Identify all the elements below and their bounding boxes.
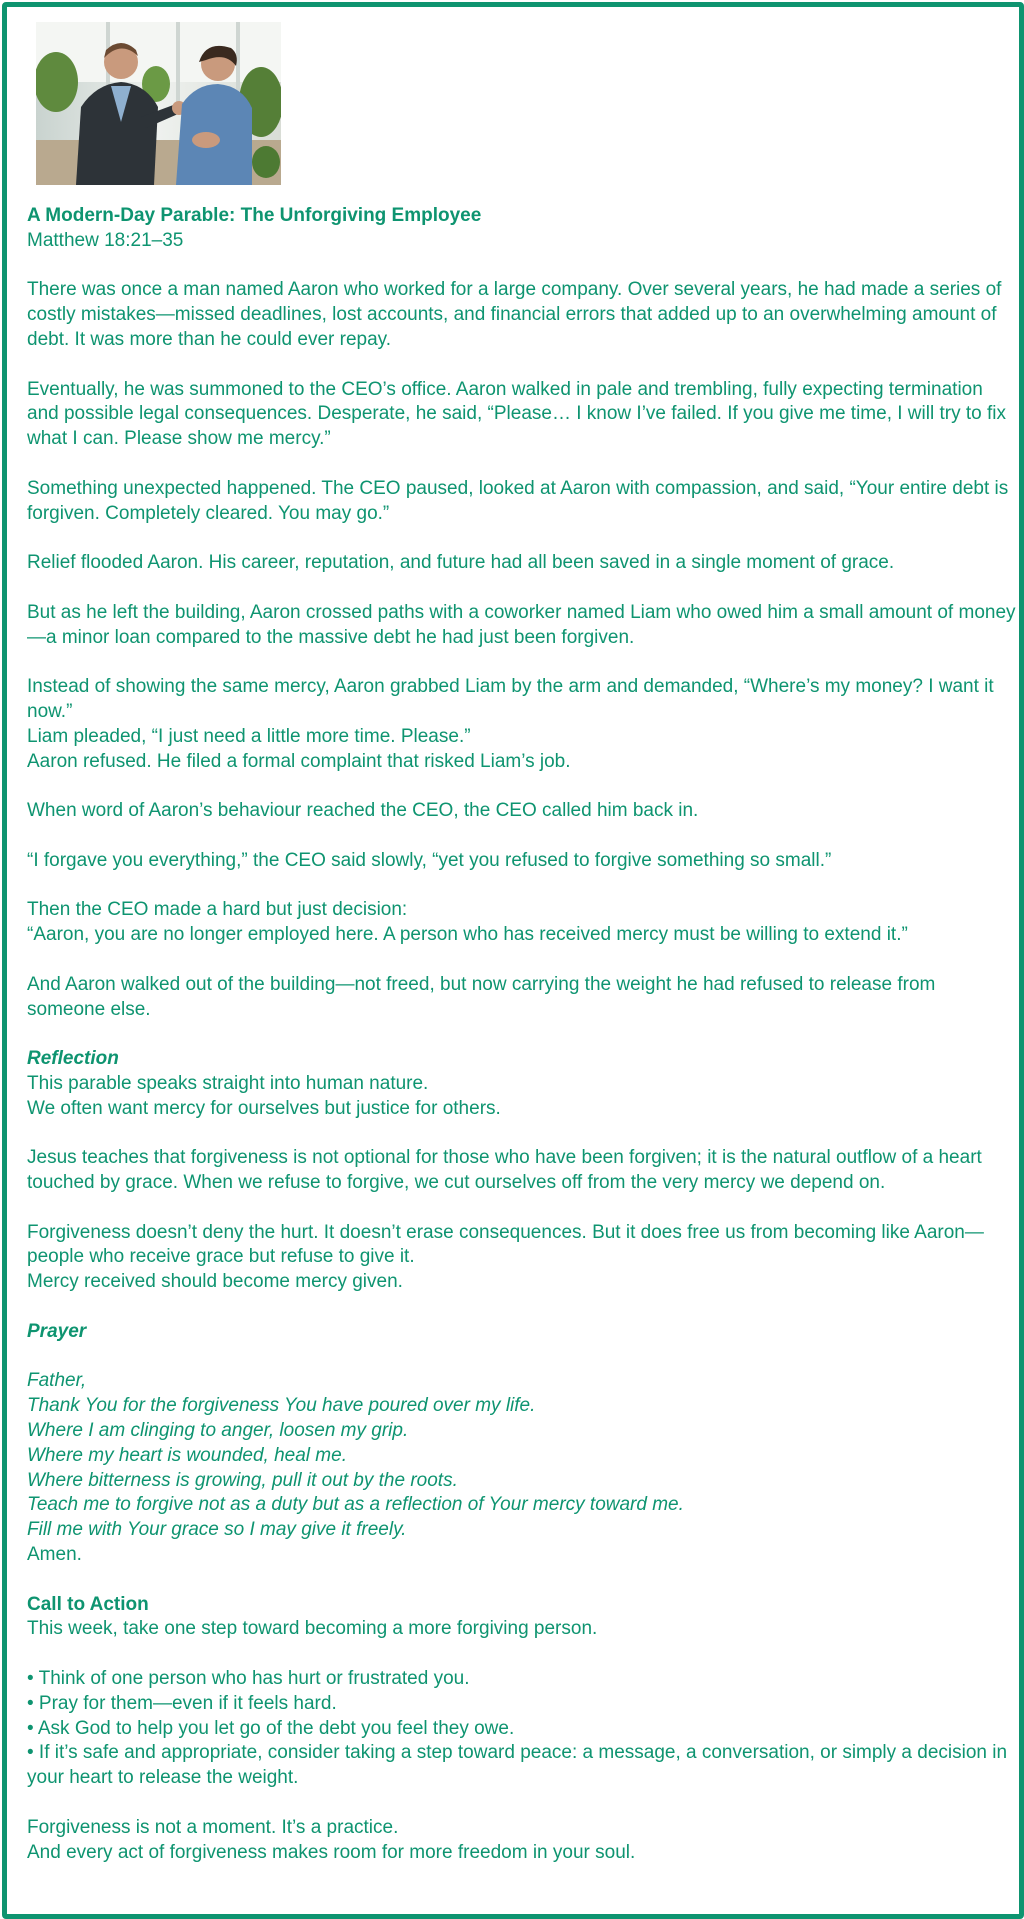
story-paragraph: When word of Aaron’s behaviour reached the CEO, the CEO called him back in.	[27, 800, 699, 822]
scripture-reference: Matthew 18:21–35	[27, 229, 184, 251]
prayer-amen: Amen.	[27, 1544, 82, 1566]
call-to-action-heading: Call to Action	[27, 1593, 149, 1615]
article	[27, 204, 1017, 1865]
reflection-paragraph: Forgiveness doesn’t deny the hurt. It doesn’t erase consequences. But it does free us from becoming like Aaron—people who receive grace but refuse to give it. Mercy received should become mercy given.	[27, 1221, 984, 1293]
header-photo	[36, 22, 281, 185]
story-paragraph: But as he left the building, Aaron crossed paths with a coworker named Liam who owed him a small amount of money—a minor loan compared to the massive debt he had just been forgiven.	[27, 601, 1016, 648]
prayer-body: Father, Thank You for the forgiveness You have poured over my life. Where I am clinging to anger, loosen my grip. Where my heart is wounded, heal me. Where bitterness is growing, pull it out by the roots. Teach me to forgive not as a duty but as a reflection of Your mercy toward me. Fill me with Your grace so I may give it freely.	[27, 1370, 684, 1541]
reflection-heading: Reflection	[27, 1048, 119, 1070]
story-paragraph: “I forgave you everything,” the CEO said slowly, “yet you refused to forgive something so small.”	[27, 849, 832, 871]
story-paragraph: Eventually, he was summoned to the CEO’s office. Aaron walked in pale and trembling, fully expecting termination and possible legal consequences. Desperate, he said, “Please… I know I’ve failed. If you give me time, I will try to fix what I can. Please show me mercy.”	[27, 378, 1006, 450]
call-to-action-intro: This week, take one step toward becoming a more forgiving person.	[27, 1618, 598, 1640]
reflection-paragraph: This parable speaks straight into human nature. We often want mercy for ourselves but justice for others.	[27, 1072, 501, 1119]
story-paragraph: Instead of showing the same mercy, Aaron grabbed Liam by the arm and demanded, “Where’s my money? I want it now.” Liam pleaded, “I just need a little more time. Please.” Aaron refused. He filed a formal complaint that risked Liam’s job.	[27, 676, 994, 772]
story-paragraph: Relief flooded Aaron. His career, reputation, and future had all been saved in a single moment of grace.	[27, 552, 895, 574]
call-to-action-list: • Think of one person who has hurt or frustrated you. • Pray for them—even if it feels hard. • Ask God to help you let go of the debt you feel they owe. • If it’s safe and appropriate, consider taking a step toward peace: a message, a conversation, or simply a decision in your heart to release the weight.	[27, 1668, 1008, 1789]
story-paragraph: Something unexpected happened. The CEO paused, looked at Aaron with compassion, and said, “Your entire debt is forgiven. Completely cleared. You may go.”	[27, 477, 1009, 524]
article-title: A Modern-Day Parable: The Unforgiving Employee	[27, 205, 482, 226]
story-paragraph: There was once a man named Aaron who worked for a large company. Over several years, he had made a series of costly mistakes—missed deadlines, lost accounts, and financial errors that added up to an overwhelming amount of debt. It was more than he could ever repay.	[27, 279, 1002, 350]
prayer-heading: Prayer	[27, 1320, 87, 1342]
closing-text: Forgiveness is not a moment. It’s a practice. And every act of forgiveness makes room for more freedom in your soul.	[27, 1816, 636, 1863]
story-paragraph: And Aaron walked out of the building—not freed, but now carrying the weight he had refused to release from someone else.	[27, 973, 936, 1020]
story-paragraph: Then the CEO made a hard but just decision: “Aaron, you are no longer employed here. A person who has received mercy must be willing to extend it.”	[27, 899, 908, 946]
reflection-paragraph: Jesus teaches that forgiveness is not optional for those who have been forgiven; it is the natural outflow of a heart touched by grace. When we refuse to forgive, we cut ourselves off from the very mercy we depend on.	[27, 1147, 982, 1194]
